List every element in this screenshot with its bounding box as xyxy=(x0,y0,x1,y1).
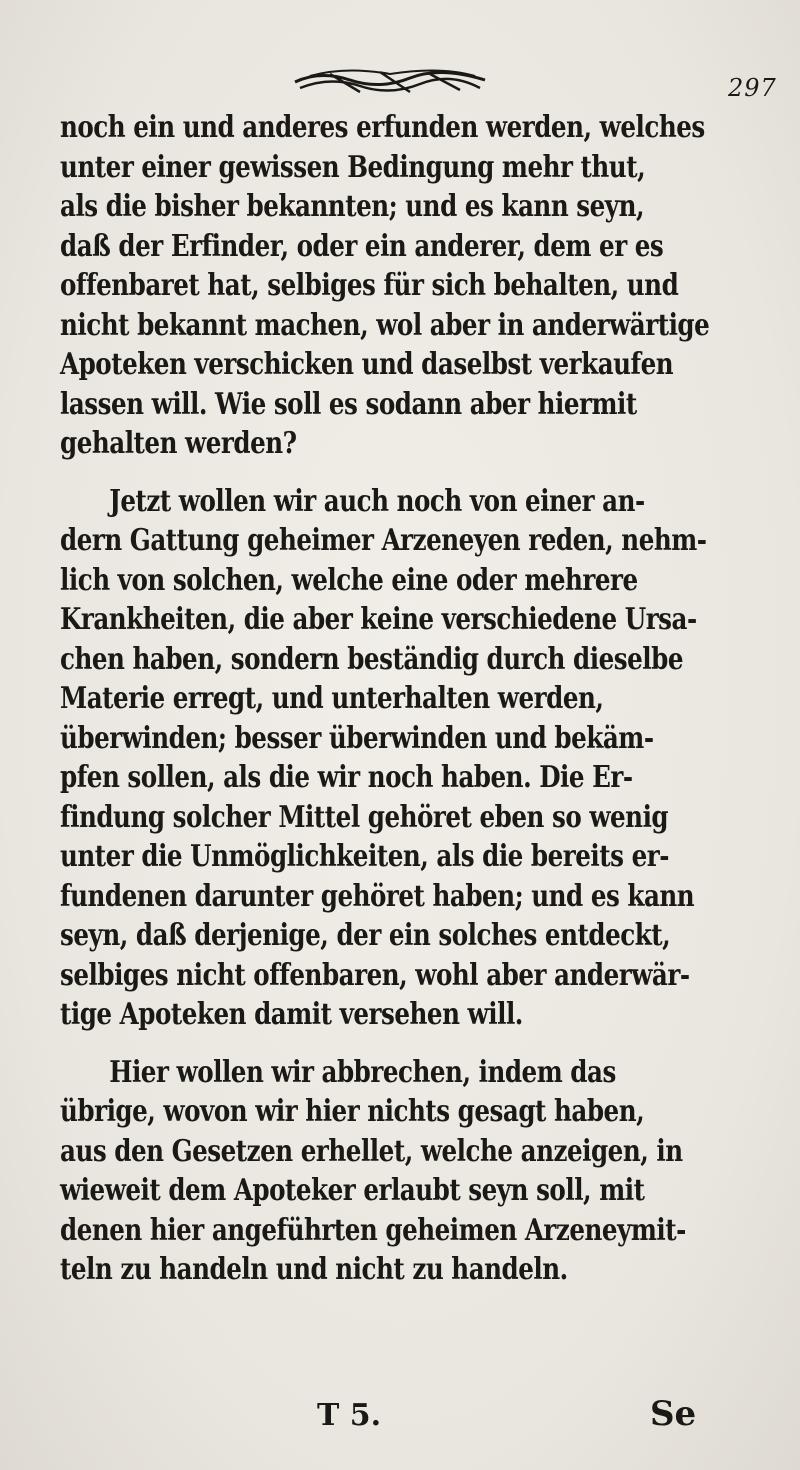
text-line: überwinden; besser überwinden und bekäm- xyxy=(60,720,654,756)
text-line: Krankheiten, die aber keine verschiedene Ursa- xyxy=(60,602,697,637)
text-line: als die bisher bekannten; und es kann seyn, xyxy=(60,189,645,224)
paragraph-gap xyxy=(60,464,760,482)
page-number: 297 xyxy=(728,74,777,102)
text-line: unter die Unmöglichkeiten, als die bereits er- xyxy=(60,839,669,874)
text-line: offenbaret hat, selbiges für sich behalten, und xyxy=(60,268,679,303)
text-line: tige Apoteken damit versehen will. xyxy=(60,997,523,1032)
text-line: selbiges nicht offenbaren, wohl aber anderwär- xyxy=(60,957,690,993)
text-line: wieweit dem Apoteker erlaubt seyn soll, mit xyxy=(60,1173,645,1208)
text-line: aus den Gesetzen erhellet, welche anzeigen, in xyxy=(60,1133,683,1169)
ornament-icon xyxy=(290,62,490,96)
text-line: unter einer gewissen Bedingung mehr thut, xyxy=(60,149,646,185)
text-line: findung solcher Mittel gehöret eben so wenig xyxy=(60,799,669,835)
text-line: teln zu handeln und nicht zu handeln. xyxy=(60,1252,568,1287)
paragraph xyxy=(60,108,760,464)
text-line: dern Gattung geheimer Arzeneyen reden, nehm- xyxy=(60,523,707,558)
paragraph xyxy=(60,1053,760,1290)
text-line: Materie erregt, und unterhalten werden, xyxy=(60,681,604,716)
text-line: nicht bekannt machen, wol aber in anderwärtige xyxy=(60,307,710,343)
text-line: noch ein und anderes erfunden werden, welches xyxy=(60,110,705,145)
text-line: denen hier angeführten geheimen Arzeneymit- xyxy=(60,1212,686,1248)
text-line: übrige, wovon wir hier nichts gesagt haben, xyxy=(60,1094,645,1129)
text-line: Hier wollen wir abbrechen, indem das xyxy=(109,1054,616,1090)
text-line: lassen will. Wie soll es sodann aber hiermit xyxy=(60,386,637,422)
text-line: chen haben, sondern beständig durch dieselbe xyxy=(60,641,683,677)
text-line: Jetzt wollen wir auch noch von einer an- xyxy=(109,483,645,519)
text-line: pfen sollen, als die wir noch haben. Die Er- xyxy=(60,760,633,795)
text-line: daß der Erfinder, oder ein anderer, dem er es xyxy=(60,228,664,264)
catchword: Se xyxy=(650,1394,697,1434)
paragraph-gap xyxy=(60,1035,760,1053)
paragraph xyxy=(60,482,760,1035)
text-line: gehalten werden? xyxy=(60,426,297,461)
body-text xyxy=(60,108,760,1290)
text-line: Apoteken verschicken und daselbst verkaufen xyxy=(60,347,674,382)
signature-mark: T 5. xyxy=(317,1398,382,1433)
text-line: fundenen darunter gehöret haben; und es kann xyxy=(60,878,695,914)
text-line: seyn, daß derjenige, der ein solches entdeckt, xyxy=(60,918,671,953)
text-line: lich von solchen, welche eine oder mehrere xyxy=(60,562,638,598)
